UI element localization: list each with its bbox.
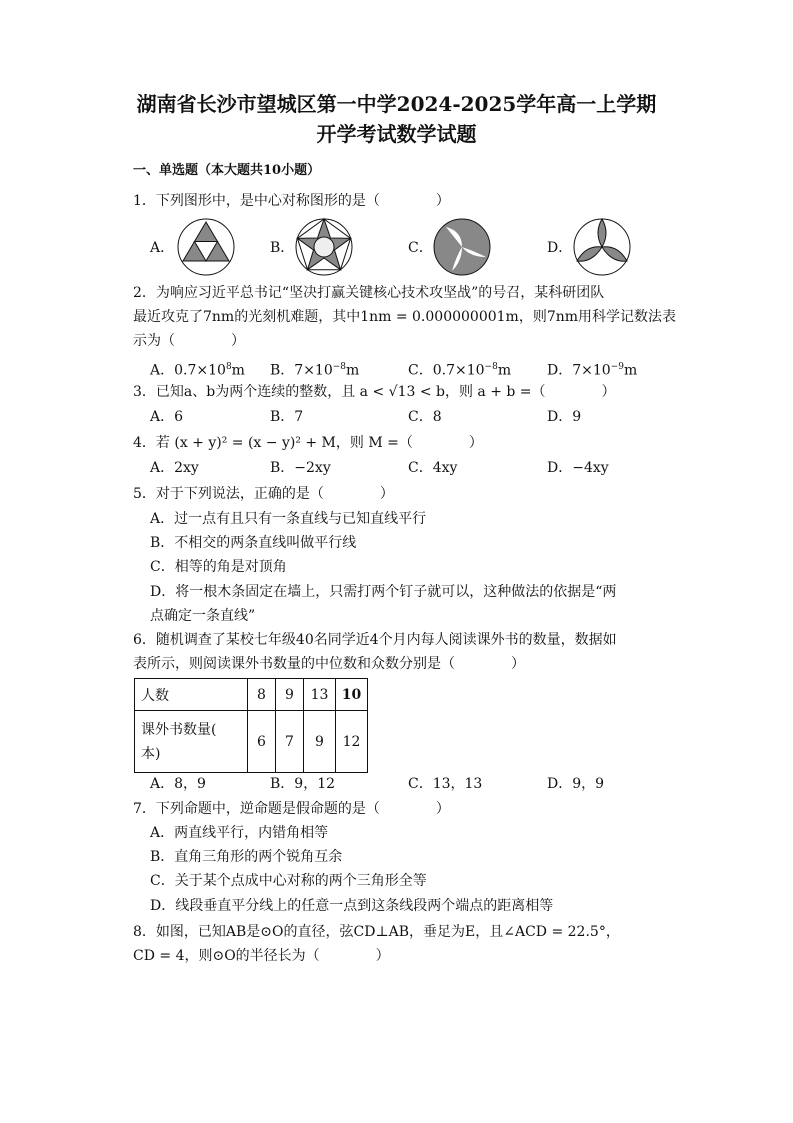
q7-option-b[interactable]: B．直角三角形的两个锐角互余 <box>150 849 343 865</box>
table-row <box>135 711 368 773</box>
q1-label-b: B． <box>270 240 295 256</box>
q4-option-c[interactable]: C．4xy <box>408 460 458 476</box>
q2-option-d[interactable] <box>547 358 637 380</box>
q7-option-a[interactable]: A．两直线平行，内错角相等 <box>150 825 329 841</box>
q6-data-table <box>134 678 368 773</box>
q8-line-1: 8．如图，已知AB是⊙O的直径，弦CD⊥AB，垂足为E，且∠ACD = 22.5°， <box>133 924 620 940</box>
title-line-1: 湖南省长沙市望城区第一中学2024-2025学年高一上学期 <box>136 92 657 116</box>
q3-option-d[interactable]: D．9 <box>547 409 582 425</box>
option-exponent: −8 <box>484 362 498 372</box>
option-unit: m <box>497 362 512 379</box>
figure-c-swirl <box>432 217 492 277</box>
q5-option-a[interactable]: A．过一点有且只有一条直线与已知直线平行 <box>150 511 427 527</box>
table-cell: 7 <box>276 711 304 773</box>
option-exponent: −8 <box>332 362 347 372</box>
table-cell: 13 <box>304 679 336 711</box>
q6-option-b[interactable]: B．9，12 <box>270 776 336 792</box>
q1-label-a: A． <box>150 240 175 256</box>
option-unit: m <box>623 362 638 379</box>
option-base: 7×10 <box>572 362 611 379</box>
table-cell: 10 <box>336 679 368 711</box>
q8-line-2: CD = 4，则⊙O的半径长为（ ） <box>133 948 390 964</box>
table-cell: 6 <box>248 711 276 773</box>
header-text: 本) <box>141 745 161 762</box>
option-label: B． <box>270 362 295 379</box>
table-header-cell <box>135 711 248 773</box>
q4-option-b[interactable]: B．−2xy <box>270 460 331 476</box>
option-label: C． <box>408 362 433 379</box>
q5-option-b[interactable]: B．不相交的两条直线叫做平行线 <box>150 535 357 551</box>
option-unit: m <box>346 362 360 379</box>
q7-stem: 7．下列命题中，逆命题是假命题的是（ ） <box>133 801 450 817</box>
option-base: 0.7×10 <box>174 362 226 379</box>
q5-stem: 5．对于下列说法，正确的是（ ） <box>133 486 394 502</box>
q6-line-2: 表所示，则阅读课外书数量的中位数和众数分别是（ ） <box>133 656 525 672</box>
section-heading: 一、单选题（本大题共10小题） <box>133 163 321 178</box>
table-cell: 9 <box>304 711 336 773</box>
q5-option-d-continued: 点确定一条直线” <box>150 608 256 624</box>
option-unit: m <box>231 362 245 379</box>
q4-stem: 4．若 (x + y)² = (x − y)² + M，则 M =（ ） <box>133 435 483 451</box>
option-exponent: 8 <box>225 362 232 372</box>
q2-option-a[interactable] <box>150 358 245 380</box>
q4-option-a[interactable]: A．2xy <box>150 460 199 476</box>
table-cell: 8 <box>248 679 276 711</box>
q1-label-c: C． <box>408 240 433 256</box>
table-cell: 12 <box>336 711 368 773</box>
table-row <box>135 679 368 711</box>
title-line-2: 开学考试数学试题 <box>316 122 477 146</box>
q4-option-d[interactable]: D．−4xy <box>547 460 609 476</box>
header-text: 课外书数量( <box>141 721 217 738</box>
option-label: A． <box>150 362 175 379</box>
table-cell: 9 <box>276 679 304 711</box>
q2-line-3: 示为（ ） <box>133 333 245 349</box>
q1-label-d: D． <box>547 240 573 256</box>
q6-option-a[interactable]: A．8，9 <box>150 776 206 792</box>
q5-option-d[interactable]: D．将一根木条固定在墙上，只需打两个钉子就可以，这种做法的依据是“两 <box>150 584 617 600</box>
q6-option-d[interactable]: D．9，9 <box>547 776 605 792</box>
figure-b-star <box>294 217 354 277</box>
q2-line-2: 最近攻克了7nm的光刻机难题，其中1nm = 0.000000001m，则7nm用科学记数法表 <box>133 309 677 325</box>
q2-option-c[interactable] <box>408 358 511 380</box>
table-header-cell: 人数 <box>135 679 248 711</box>
figure-d-petals <box>572 217 632 277</box>
q6-option-c[interactable]: C．13，13 <box>408 776 483 792</box>
q1-stem: 1．下列图形中，是中心对称图形的是（ ） <box>133 193 450 209</box>
q7-option-d[interactable]: D．线段垂直平分线上的任意一点到这条线段两个端点的距离相等 <box>150 898 554 914</box>
option-label: D． <box>547 362 573 379</box>
q2-line-1: 2．为响应习近平总书记“坚决打赢关键核心技术攻坚战”的号召，某科研团队 <box>133 285 605 301</box>
q5-option-c[interactable]: C．相等的角是对顶角 <box>150 559 287 575</box>
option-base: 0.7×10 <box>432 362 485 379</box>
q3-option-b[interactable]: B．7 <box>270 409 304 425</box>
q6-line-1: 6．随机调查了某校七年级40名同学近4个月内每人阅读课外书的数量，数据如 <box>133 632 617 648</box>
option-base: 7×10 <box>294 362 333 379</box>
q3-option-a[interactable]: A．6 <box>150 409 184 425</box>
q3-stem: 3．已知a、b为两个连续的整数，且 a < √13 < b，则 a + b =（ ） <box>133 384 616 400</box>
q3-option-c[interactable]: C．8 <box>408 409 442 425</box>
q2-option-b[interactable] <box>270 358 359 380</box>
figure-a-triangle <box>176 217 236 277</box>
option-exponent: −9 <box>610 362 624 372</box>
q7-option-c[interactable]: C．关于某个点成中心对称的两个三角形全等 <box>150 873 427 889</box>
